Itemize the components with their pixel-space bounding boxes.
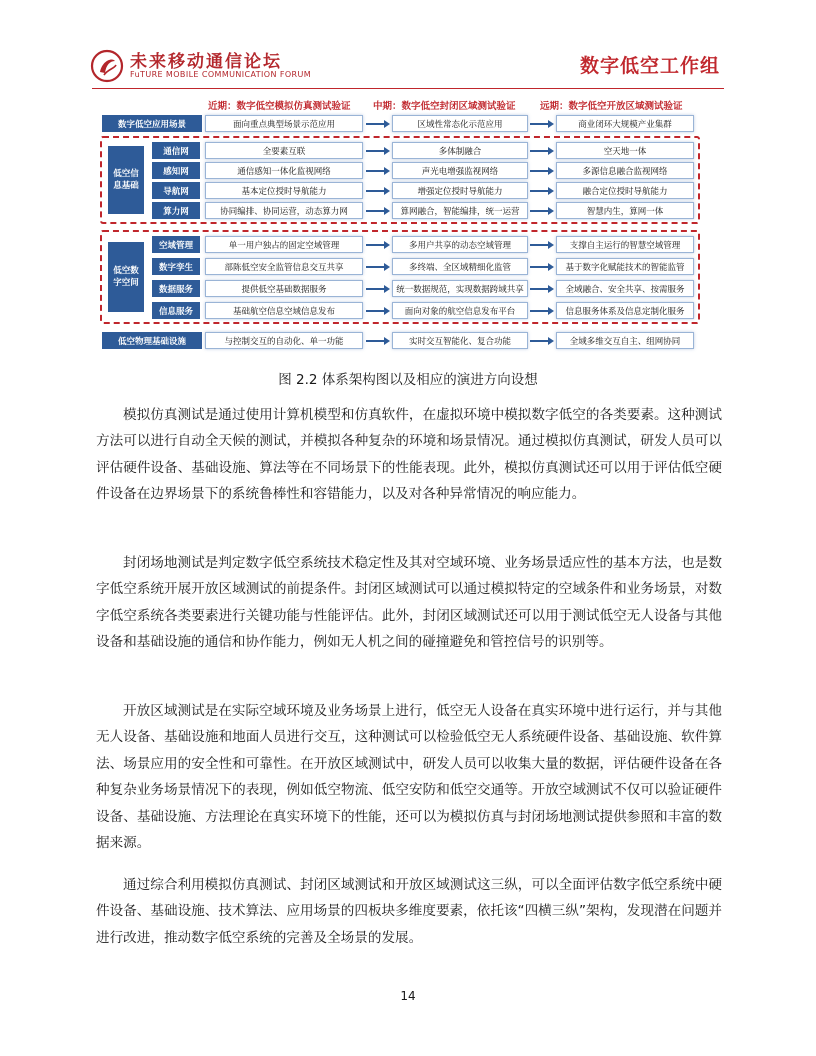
cell-data-near: 提供低空基础数据服务 (205, 280, 363, 297)
row-label-digital-twin: 数字孪生 (152, 258, 200, 275)
cell-sensing-near: 通信感知一体化监视网络 (205, 162, 363, 179)
forum-logo-icon (90, 49, 124, 83)
working-group-title: 数字低空工作组 (579, 55, 720, 77)
cell-navigation-near: 基本定位授时导航能力 (205, 182, 363, 199)
arrow-right-icon (530, 285, 554, 293)
cell-comm-near: 全要素互联 (205, 142, 363, 159)
arrow-right-icon (530, 263, 554, 271)
cell-navigation-far: 融合定位授时导航能力 (556, 182, 694, 199)
arrow-right-icon (366, 285, 390, 293)
arrow-right-icon (530, 207, 554, 215)
architecture-diagram (100, 96, 700, 356)
row-label-application-scenarios: 数字低空应用场景 (102, 115, 202, 132)
cell-physical-mid: 实时交互智能化、复合功能 (392, 332, 528, 349)
cell-sensing-mid: 声光电增强监视网络 (392, 162, 528, 179)
figure-caption: 图 2.2 体系架构图以及相应的演进方向设想 (278, 372, 538, 388)
row-label-comm-network: 通信网 (152, 142, 200, 159)
row-label-computing-network: 算力网 (152, 202, 200, 219)
arrow-right-icon (530, 307, 554, 315)
arrow-right-icon (530, 241, 554, 249)
cell-physical-far: 全域多维交互自主、组网协同 (556, 332, 694, 349)
arrow-right-icon (530, 187, 554, 195)
arrow-right-icon (366, 241, 390, 249)
page-header (0, 0, 816, 92)
header-divider (92, 88, 724, 89)
cell-info-near: 基础航空信息空域信息发布 (205, 302, 363, 319)
cell-data-far: 全域融合、安全共享、按需服务 (556, 280, 694, 297)
cell-info-mid: 面向对象的航空信息发布平台 (392, 302, 528, 319)
cell-navigation-mid: 增强定位授时导航能力 (392, 182, 528, 199)
arrow-right-icon (366, 167, 390, 175)
cell-airspace-near: 单一用户独占的固定空域管理 (205, 236, 363, 253)
paragraph-conclusion: 通过综合利用模拟仿真测试、封闭区域测试和开放区域测试这三纵，可以全面评估数字低空系统中硬件设备、基础设施、技术算法、应用场景的四板块多维度要素，依托该“四横三纵”架构，发现潜在问题并进行改进，推动数字低空系统的完善及全场景的发展。 (96, 877, 722, 946)
cell-computing-mid: 算网融合，智能编排，统一运营 (392, 202, 528, 219)
cell-comm-mid: 多体制融合 (392, 142, 528, 159)
cell-twin-near: 部陈低空安全监管信息交互共享 (205, 258, 363, 275)
section-label-digital-airspace: 低空数字空间 (108, 242, 144, 312)
forum-name-cn: 未来移动通信论坛 (130, 52, 282, 72)
row-label-airspace-management: 空域管理 (152, 236, 200, 253)
arrow-right-icon (366, 207, 390, 215)
arrow-right-icon (530, 167, 554, 175)
cell-airspace-mid: 多用户共享的动态空域管理 (392, 236, 528, 253)
cell-airspace-far: 支撑自主运行的智慧空域管理 (556, 236, 694, 253)
row-label-sensing-network: 感知网 (152, 162, 200, 179)
arrow-right-icon (366, 120, 390, 128)
arrow-right-icon (366, 263, 390, 271)
page-number: 14 (400, 989, 416, 1003)
cell-sensing-far: 多源信息融合监视网络 (556, 162, 694, 179)
paragraph-simulation-testing: 模拟仿真测试是通过使用计算机模型和仿真软件，在虚拟环境中模拟数字低空的各类要素。这种测试方法可以进行自动全天候的测试，并模拟各种复杂的环境和场景情况。通过模拟仿真测试，研发人员可以评估硬件设备、基础设施、算法等在不同场景下的性能表现。此外，模拟仿真测试还可以用于评估低空硬件设备在边界场景下的系统鲁棒性和容错能力，以及对各种异常情况的响应能力。 (96, 407, 722, 503)
arrow-right-icon (530, 337, 554, 345)
forum-name-en: FuTURE MOBILE COMMUNICATION FORUM (130, 70, 312, 79)
section-label-info-infrastructure: 低空信息基础 (108, 146, 144, 214)
arrow-right-icon (530, 120, 554, 128)
arrow-right-icon (366, 187, 390, 195)
cell-application-far: 商业闭环大规模产业集群 (556, 115, 694, 132)
cell-comm-far: 空天地一体 (556, 142, 694, 159)
cell-info-far: 信息服务体系及信息定制化服务 (556, 302, 694, 319)
cell-twin-mid: 多终端、全区域精细化监管 (392, 258, 528, 275)
cell-physical-near: 与控制交互的自动化、单一功能 (205, 332, 363, 349)
stage-near-term: 近期：数字低空模拟仿真测试验证 (208, 101, 351, 112)
cell-twin-far: 基于数字化赋能技术的智能监管 (556, 258, 694, 275)
arrow-right-icon (366, 147, 390, 155)
stage-long-term: 远期：数字低空开放区域测试验证 (540, 101, 683, 112)
cell-computing-far: 智慧内生，算网一体 (556, 202, 694, 219)
cell-computing-near: 协同编排、协同运营，动态算力网 (205, 202, 363, 219)
stage-mid-term: 中期：数字低空封闭区域测试验证 (373, 101, 516, 112)
row-label-info-services: 信息服务 (152, 302, 200, 319)
row-label-navigation-network: 导航网 (152, 182, 200, 199)
paragraph-open-area-testing: 开放区域测试是在实际空域环境及业务场景上进行，低空无人设备在真实环境中进行运行，并与其他无人设备、基础设施和地面人员进行交互，这种测试可以检验低空无人系统硬件设备、基础设施、软件算法、场景应用的安全性和可靠性。在开放区域测试中，研发人员可以收集大量的数据，评估硬件设备在各种复杂业务场景情况下的表现，例如低空物流、低空安防和低空交通等。开放空域测试不仅可以验证硬件设备、基础设施、方法理论在真实环境下的性能，还可以为模拟仿真与封闭场地测试提供参照和丰富的数据来源。 (96, 703, 722, 852)
row-label-physical-infrastructure: 低空物理基础设施 (102, 332, 202, 349)
cell-data-mid: 统一数据规范，实现数据跨域共享 (392, 280, 528, 297)
arrow-right-icon (530, 147, 554, 155)
paragraph-closed-site-testing: 封闭场地测试是判定数字低空系统技术稳定性及其对空域环境、业务场景适应性的基本方法，也是数字低空系统开展开放区域测试的前提条件。封闭区域测试可以通过模拟特定的空域条件和业务场景，对数字低空系统各类要素进行关键功能与性能评估。此外，封闭区域测试还可以用于测试低空无人设备与其他设备和基础设施的通信和协作能力，例如无人机之间的碰撞避免和管控信号的识别等。 (96, 555, 722, 651)
arrow-right-icon (366, 337, 390, 345)
arrow-right-icon (366, 307, 390, 315)
cell-application-mid: 区域性常态化示范应用 (392, 115, 528, 132)
cell-application-near: 面向重点典型场景示范应用 (205, 115, 363, 132)
row-label-data-services: 数据服务 (152, 280, 200, 297)
